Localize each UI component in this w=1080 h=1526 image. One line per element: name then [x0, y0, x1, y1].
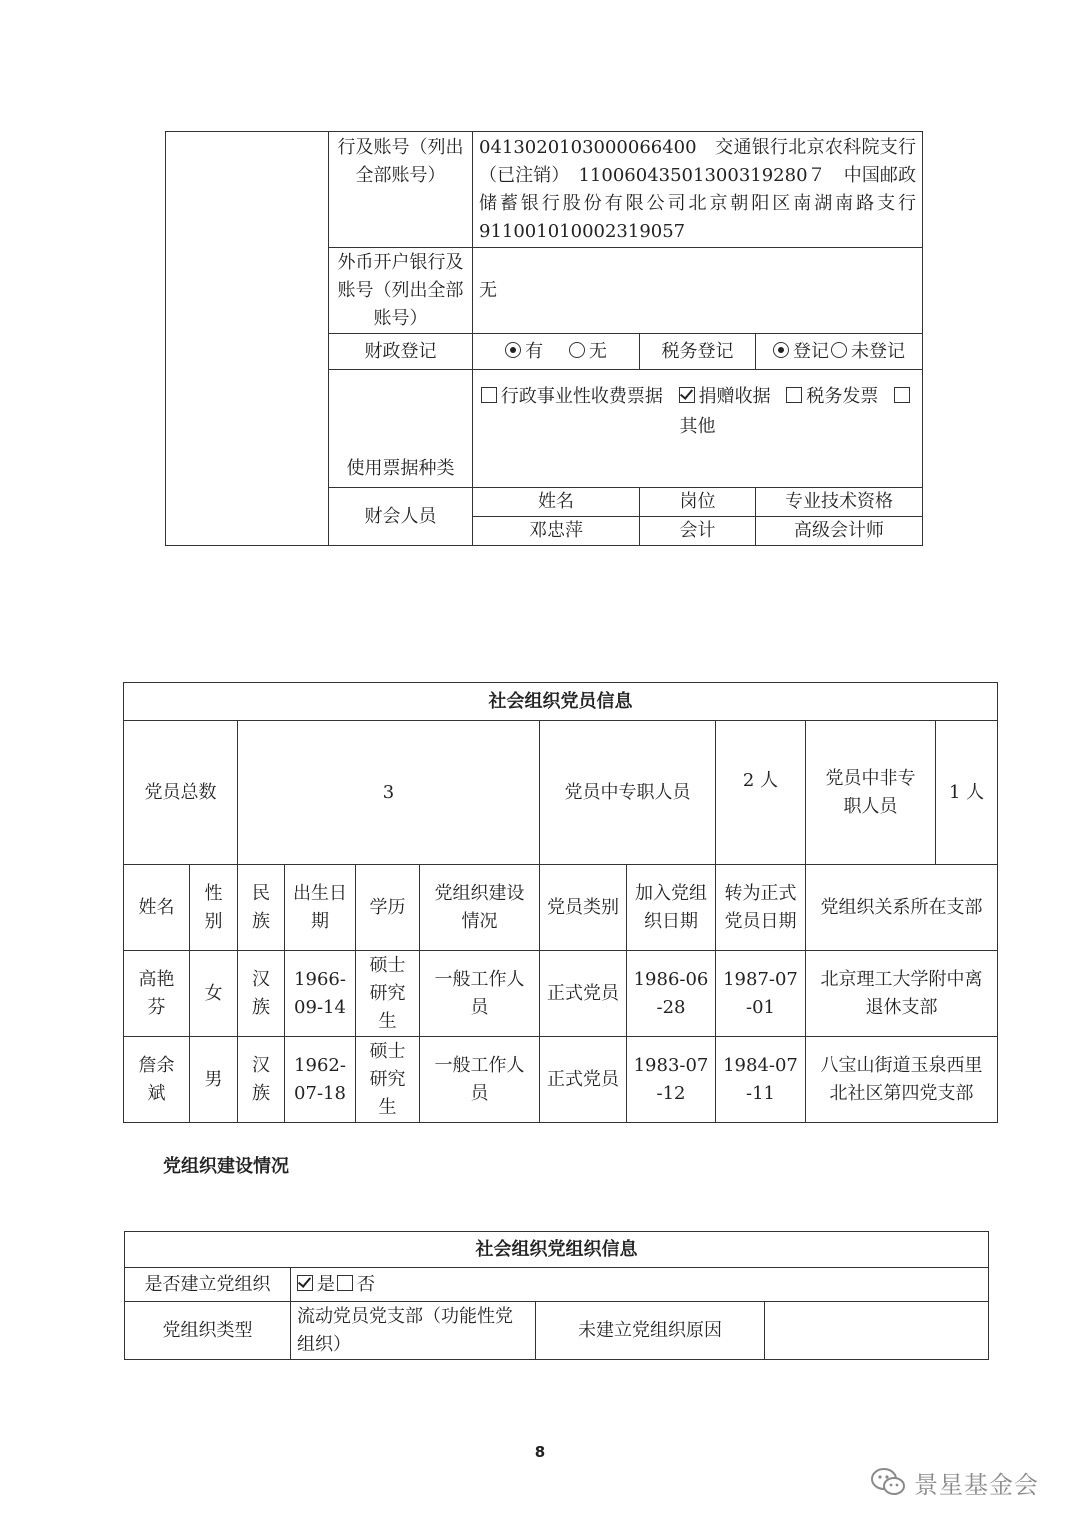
header-gender: 性别 [190, 865, 238, 951]
member-category: 正式党员 [540, 1037, 627, 1123]
member-education: 硕士研究生 [356, 1037, 420, 1123]
header-formal-date: 转为正式党员日期 [716, 865, 806, 951]
watermark-text: 景星基金会 [914, 1470, 1039, 1499]
total-label: 党员总数 [124, 721, 238, 865]
member-branch: 北京理工大学附中离退休支部 [806, 951, 998, 1037]
member-gender: 女 [190, 951, 238, 1037]
staff-label: 财会人员 [329, 488, 473, 546]
total-value: 3 [238, 721, 540, 865]
header-category: 党员类别 [540, 865, 627, 951]
receipt-options [473, 370, 923, 488]
table-row [124, 951, 998, 1037]
checkbox-checked-icon [297, 1275, 313, 1291]
fiscal-yes-label: 有 [525, 340, 544, 362]
established-yes: 是 [317, 1273, 335, 1295]
finance-left-blank [166, 132, 329, 546]
receipt-opt4: 其他 [679, 416, 716, 437]
receipt-label: 使用票据种类 [329, 370, 473, 488]
member-build: 一般工作人员 [420, 951, 540, 1037]
checkbox-empty-icon [786, 387, 802, 403]
staff-qual: 高级会计师 [756, 517, 923, 546]
member-name: 高艳芬 [124, 951, 190, 1037]
member-birth: 1966-09-14 [285, 951, 356, 1037]
watermark [870, 1462, 1039, 1502]
fiscal-label: 财政登记 [329, 334, 473, 370]
org-table [124, 1231, 989, 1360]
receipt-opt1: 行政事业性收费票据 [500, 386, 663, 407]
receipt-opt3: 税务发票 [806, 386, 879, 407]
member-join-date: 1986-06-28 [627, 951, 716, 1037]
members-table [123, 682, 998, 1123]
checkbox-empty-icon [894, 387, 910, 403]
tax-unregistered-label: 未登记 [851, 340, 905, 362]
header-join-date: 加入党组织日期 [627, 865, 716, 951]
reason-label: 未建立党组织原因 [536, 1302, 765, 1360]
member-build: 一般工作人员 [420, 1037, 540, 1123]
parttime-value: 1 人 [936, 721, 998, 865]
receipt-opt2: 捐赠收据 [698, 386, 771, 407]
radio-selected-icon [773, 342, 789, 358]
members-title: 社会组织党员信息 [124, 683, 998, 721]
fulltime-value: 2 人 [716, 721, 806, 865]
established-options [291, 1268, 989, 1302]
fiscal-no-label: 无 [588, 340, 607, 362]
header-branch: 党组织关系所在支部 [806, 865, 998, 951]
checkbox-checked-icon [679, 387, 695, 403]
staff-post: 会计 [640, 517, 756, 546]
bank-label: 行及账号（列出全部账号） [329, 132, 473, 248]
section-heading: 党组织建设情况 [163, 1156, 289, 1177]
org-title: 社会组织党组织信息 [125, 1232, 989, 1268]
fiscal-options [473, 334, 640, 370]
tax-label: 税务登记 [640, 334, 756, 370]
type-label: 党组织类型 [125, 1302, 291, 1360]
header-birth: 出生日期 [285, 865, 356, 951]
header-education: 学历 [356, 865, 420, 951]
member-ethnicity: 汉族 [238, 951, 285, 1037]
header-ethnicity: 民族 [238, 865, 285, 951]
member-education: 硕士研究生 [356, 951, 420, 1037]
header-name: 姓名 [124, 865, 190, 951]
radio-empty-icon [569, 342, 585, 358]
parttime-label: 党员中非专职人员 [806, 721, 936, 865]
reason-value [765, 1302, 989, 1360]
established-no: 否 [357, 1273, 375, 1295]
staff-header-name: 姓名 [473, 488, 640, 517]
wechat-icon [870, 1467, 906, 1497]
type-value: 流动党员党支部（功能性党组织） [291, 1302, 536, 1360]
member-formal-date: 1984-07-11 [716, 1037, 806, 1123]
page-number: 8 [534, 1443, 546, 1461]
checkbox-empty-icon [337, 1275, 353, 1291]
member-ethnicity: 汉族 [238, 1037, 285, 1123]
member-branch: 八宝山街道玉泉西里北社区第四党支部 [806, 1037, 998, 1123]
bank-value: 0413020103000066400 交通银行北京农科院支行（已注销） 11006043501300319280７ 中国邮政储蓄银行股份有限公司北京朝阳区南湖南路支行 911001010002319057 [473, 132, 923, 248]
staff-header-post: 岗位 [640, 488, 756, 517]
fx-label: 外币开户银行及账号（列出全部账号） [329, 248, 473, 334]
radio-empty-icon [831, 342, 847, 358]
member-category: 正式党员 [540, 951, 627, 1037]
fx-value: 无 [473, 248, 923, 334]
staff-header-qual: 专业技术资格 [756, 488, 923, 517]
member-birth: 1962-07-18 [285, 1037, 356, 1123]
finance-table [165, 131, 935, 546]
established-label: 是否建立党组织 [125, 1268, 291, 1302]
member-formal-date: 1987-07-01 [716, 951, 806, 1037]
checkbox-empty-icon [481, 387, 497, 403]
member-gender: 男 [190, 1037, 238, 1123]
tax-registered-label: 登记 [793, 340, 829, 362]
fulltime-label: 党员中专职人员 [540, 721, 716, 865]
member-name: 詹余斌 [124, 1037, 190, 1123]
staff-name: 邓忠萍 [473, 517, 640, 546]
header-build: 党组织建设情况 [420, 865, 540, 951]
table-row [124, 1037, 998, 1123]
member-join-date: 1983-07-12 [627, 1037, 716, 1123]
tax-options [756, 334, 923, 370]
radio-selected-icon [505, 342, 521, 358]
